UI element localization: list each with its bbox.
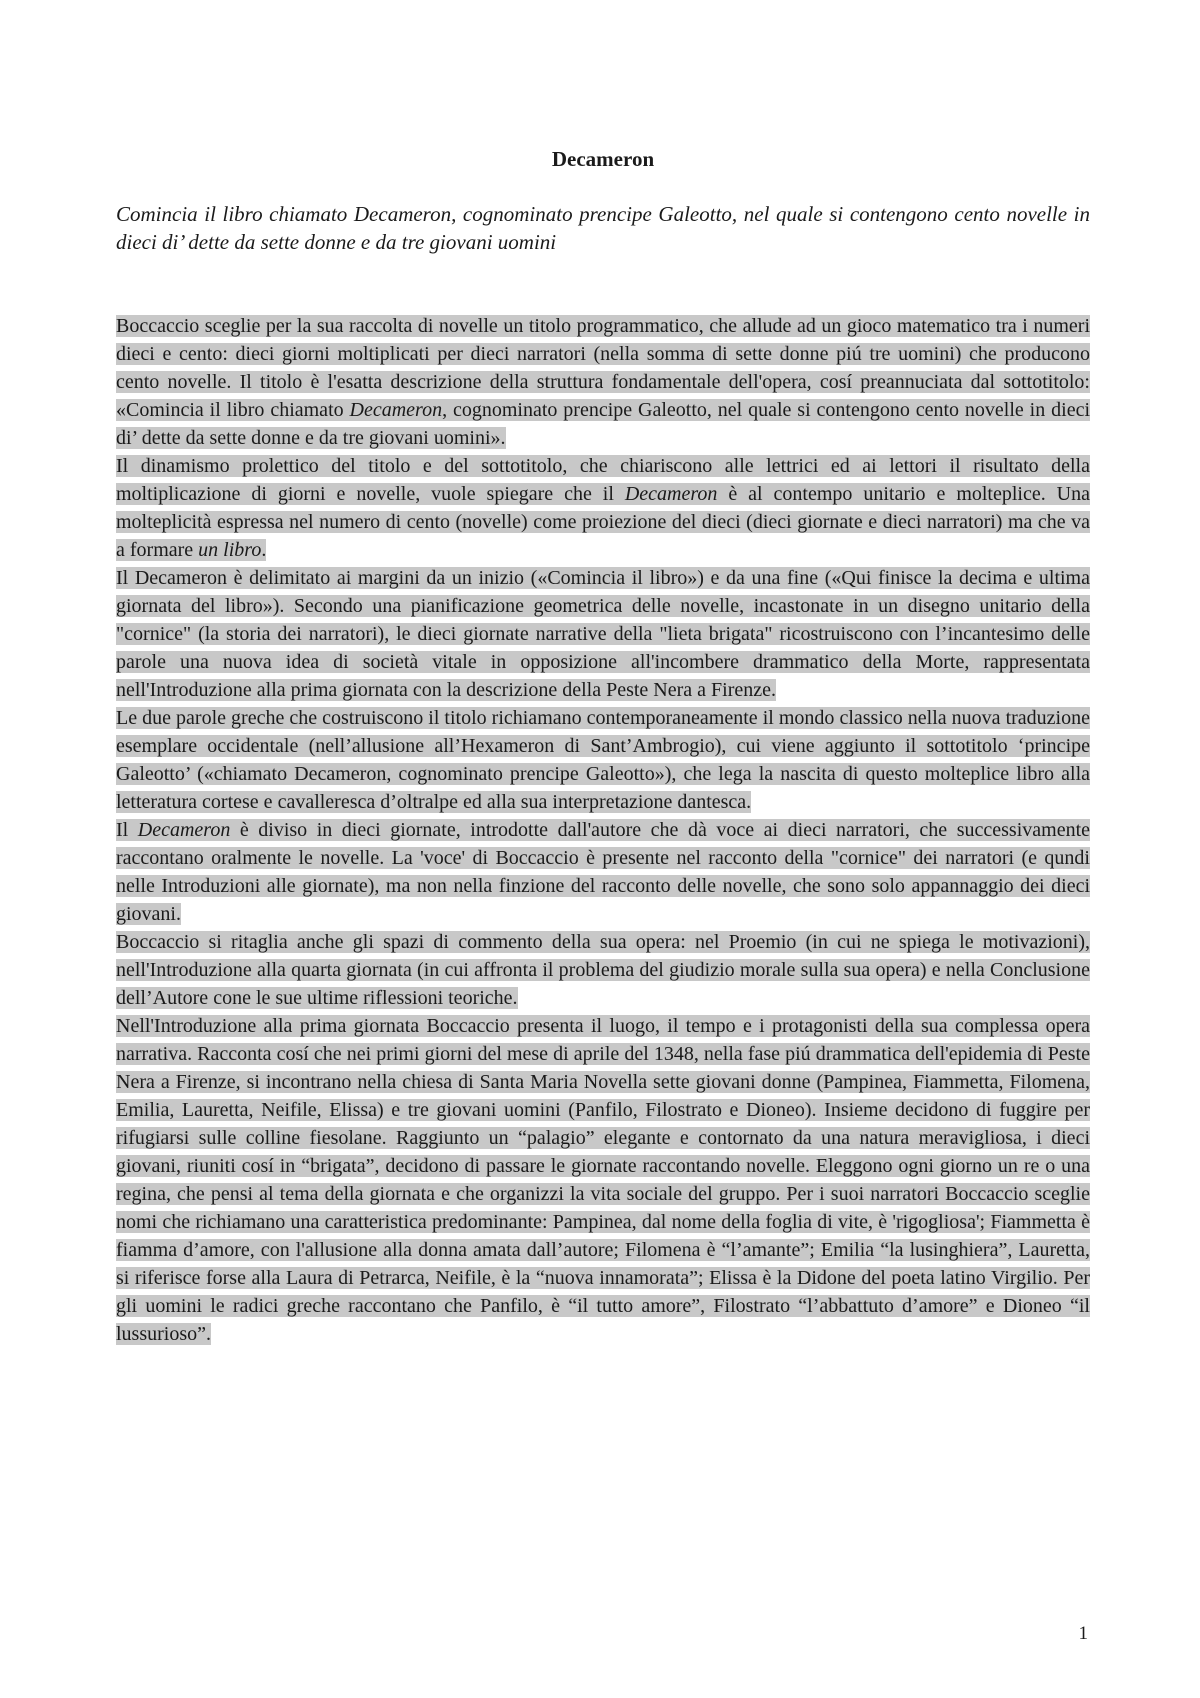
paragraph-introduction: Nell'Introduzione alla prima giornata Boccaccio presenta il luogo, il tempo e i protagonisti della sua complessa opera narrativa. Racconta cosí che nei primi giorni del mese di aprile del 1348, nella fase piú drammatica dell'epidemia di Peste Nera a Firenze, si incontrano nella chiesa di Santa Maria Novella sette giovani donne (Pampinea, Fiammetta, Filomena, Emilia, Lauretta, Neifile, Elissa) e tre giovani uomini (Panfilo, Filostrato e Dioneo). Insieme decidono di fuggire per rifugiarsi sulle colline fiesolane. Raggiunto un “palagio” elegante e contornato da una natura meravigliosa, i dieci giovani, riuniti cosí in “brigata”, decidono di passare le giornate raccontando novelle. Eleggono ogni giorno un re o una regina, che pensi al tema della giornata e che organizzi la vita sociale del gruppo. Per i suoi narratori Boccaccio sceglie nomi che richiamano una caratteristica predominante: Pampinea, dal nome della foglia di vite, è 'rigogliosa'; Fiammetta è fiamma d’amore, con l'allusione alla donna amata dall’autore; Filomena è “l’amante”; Emilia “la lusinghiera”, Lauretta, si riferisce forse alla Laura di Petrarca, Neifile, è la “nuova innamorata”; Elissa è la Didone del poeta latino Virgilio. Per gli uomini le radici greche raccontano che Panfilo, è “il tutto amore”, Filostrato “l’abbattuto d’amore” e Dioneo “il lussurioso”.	[116, 1015, 1090, 1345]
document-page	[116, 0, 1090, 1698]
paragraph-dynamism: Il dinamismo prolettico del titolo e del sottotitolo, che chiariscono alle lettrici ed ai lettori il risultato della moltiplicazione di giorni e novelle, vuole spiegare che il Decameron è al contempo unitario e molteplice. Una molteplicità espressa nel numero di cento (novelle) come proiezione del dieci (dieci giornate e dieci narratori) ma che va a formare un libro.	[116, 455, 1090, 561]
document-title: Decameron	[551, 147, 655, 171]
paragraph-greek-words: Le due parole greche che costruiscono il titolo richiamano contemporaneamente il mondo classico nella nuova traduzione esemplare occidentale (nell’allusione all’Hexameron di Sant’Ambrogio), cui viene aggiunto il sottotitolo ‘principe Galeotto’ («chiamato Decameron, cognominato prencipe Galeotto»), che lega la nascita di questo molteplice libro alla letteratura cortese e cavalleresca d’oltralpe ed alla sua interpretazione dantesca.	[116, 707, 1090, 813]
page-number: 1	[1078, 1623, 1088, 1644]
paragraph-title-explanation: Boccaccio sceglie per la sua raccolta di novelle un titolo programmatico, che allude ad un gioco matematico tra i numeri dieci e cento: dieci giorni moltiplicati per dieci narratori (nella somma di sette donne piú tre uomini) che producono cento novelle. Il titolo è l'esatta descrizione della struttura fondamentale dell'opera, cosí preannuciata dal sottotitolo: «Comincia il libro chiamato Decameron, cognominato prencipe Galeotto, nel quale si contengono cento novelle in dieci di’ dette da sette donne e da tre giovani uomini».	[116, 315, 1090, 449]
paragraph-giornate: Il Decameron è diviso in dieci giornate, introdotte dall'autore che dà voce ai dieci narratori, che successivamente raccontano oralmente le novelle. La 'voce' di Boccaccio è presente nel racconto della "cornice" dei narratori (e qundi nelle Introduzioni alle giornate), ma non nella finzione del racconto delle novelle, che sono solo appannaggio dei dieci giovani.	[116, 819, 1091, 925]
paragraph-structure: Il Decameron è delimitato ai margini da un inizio («Comincia il libro») e da una fine («Qui finisce la decima e ultima giornata del libro»). Secondo una pianificazione geometrica delle novelle, incastonate in un disegno unitario della "cornice" (la storia dei narratori), le dieci giornate narrative della "lieta brigata" ricostruiscono con l’incantesimo delle parole una nuova idea di società vitale in opposizione all'incombere drammatico della Morte, rappresentata nell'Introduzione alla prima giornata con la descrizione della Peste Nera a Firenze.	[116, 567, 1090, 701]
document-body	[116, 312, 1090, 1348]
paragraph-commentary: Boccaccio si ritaglia anche gli spazi di commento della sua opera: nel Proemio (in cui ne spiega le motivazioni), nell'Introduzione alla quarta giornata (in cui affronta il problema del giudizio morale sulla sua opera) e nella Conclusione dell’Autore cone le sue ultime riflessioni teoriche.	[116, 931, 1090, 1009]
document-subtitle: Comincia il libro chiamato Decameron, cognominato prencipe Galeotto, nel quale si contengono cento novelle in dieci di’ dette da sette donne e da tre giovani uomini	[116, 202, 1090, 254]
